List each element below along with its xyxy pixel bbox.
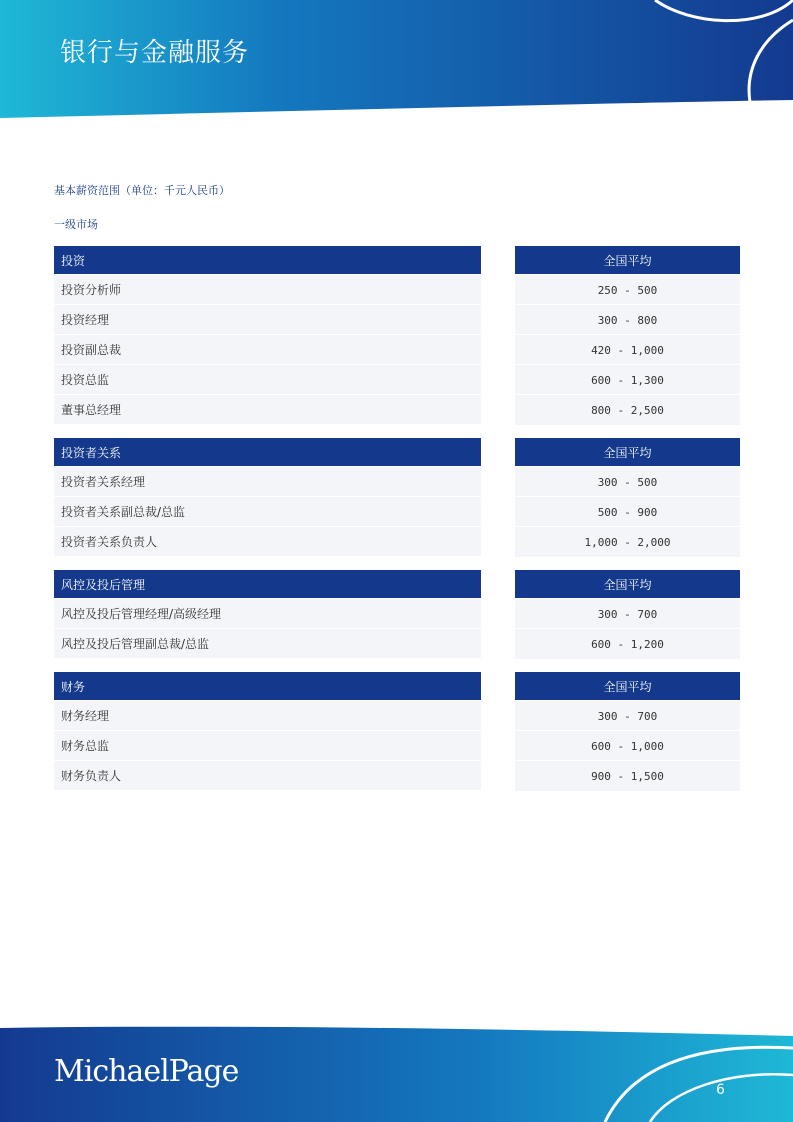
role-cell: 财务经理 — [54, 700, 481, 730]
page-number: 6 — [716, 1082, 725, 1098]
salary-section-finance — [54, 672, 740, 790]
range-cell: 300 - 700 — [515, 700, 740, 731]
role-cell: 董事总经理 — [54, 394, 481, 424]
range-cell: 250 - 500 — [515, 274, 740, 305]
range-cell: 800 - 2,500 — [515, 394, 740, 425]
column-header: 全国平均 — [515, 570, 740, 598]
table-row — [54, 730, 740, 760]
table-row — [54, 466, 740, 496]
role-cell: 投资者关系负责人 — [54, 526, 481, 556]
section-header — [54, 438, 740, 466]
page-title: 银行与金融服务 — [60, 38, 250, 68]
table-row — [54, 334, 740, 364]
range-cell: 900 - 1,500 — [515, 760, 740, 791]
table-row — [54, 700, 740, 730]
role-cell: 财务总监 — [54, 730, 481, 760]
role-cell: 投资经理 — [54, 304, 481, 334]
table-caption: 基本薪资范围（单位：千元人民币） — [54, 184, 230, 197]
role-cell: 风控及投后管理副总裁/总监 — [54, 628, 481, 658]
page-header — [0, 0, 793, 125]
salary-section-investment — [54, 246, 740, 424]
role-cell: 财务负责人 — [54, 760, 481, 790]
role-cell: 投资者关系经理 — [54, 466, 481, 496]
role-cell: 投资分析师 — [54, 274, 481, 304]
section-header — [54, 672, 740, 700]
section-title: 投资者关系 — [54, 438, 481, 466]
range-cell: 600 - 1,300 — [515, 364, 740, 395]
michael-page-logo: MichaelPage — [54, 1054, 239, 1089]
table-row — [54, 394, 740, 424]
table-row — [54, 598, 740, 628]
section-title: 财务 — [54, 672, 481, 700]
table-row — [54, 760, 740, 790]
section-header — [54, 246, 740, 274]
range-cell: 600 - 1,200 — [515, 628, 740, 659]
range-cell: 300 - 700 — [515, 598, 740, 629]
column-header: 全国平均 — [515, 672, 740, 700]
role-cell: 风控及投后管理经理/高级经理 — [54, 598, 481, 628]
role-cell: 投资副总裁 — [54, 334, 481, 364]
section-header — [54, 570, 740, 598]
column-header: 全国平均 — [515, 246, 740, 274]
table-row — [54, 304, 740, 334]
table-row — [54, 274, 740, 304]
table-row — [54, 496, 740, 526]
section-title: 风控及投后管理 — [54, 570, 481, 598]
market-label: 一级市场 — [54, 218, 98, 231]
section-title: 投资 — [54, 246, 481, 274]
column-header: 全国平均 — [515, 438, 740, 466]
table-row — [54, 526, 740, 556]
range-cell: 600 - 1,000 — [515, 730, 740, 761]
salary-section-investor-relations — [54, 438, 740, 556]
salary-tables — [54, 246, 740, 804]
range-cell: 1,000 - 2,000 — [515, 526, 740, 557]
range-cell: 500 - 900 — [515, 496, 740, 527]
role-cell: 投资者关系副总裁/总监 — [54, 496, 481, 526]
table-row — [54, 364, 740, 394]
range-cell: 300 - 800 — [515, 304, 740, 335]
range-cell: 300 - 500 — [515, 466, 740, 497]
range-cell: 420 - 1,000 — [515, 334, 740, 365]
table-row — [54, 628, 740, 658]
salary-section-risk-control — [54, 570, 740, 658]
role-cell: 投资总监 — [54, 364, 481, 394]
